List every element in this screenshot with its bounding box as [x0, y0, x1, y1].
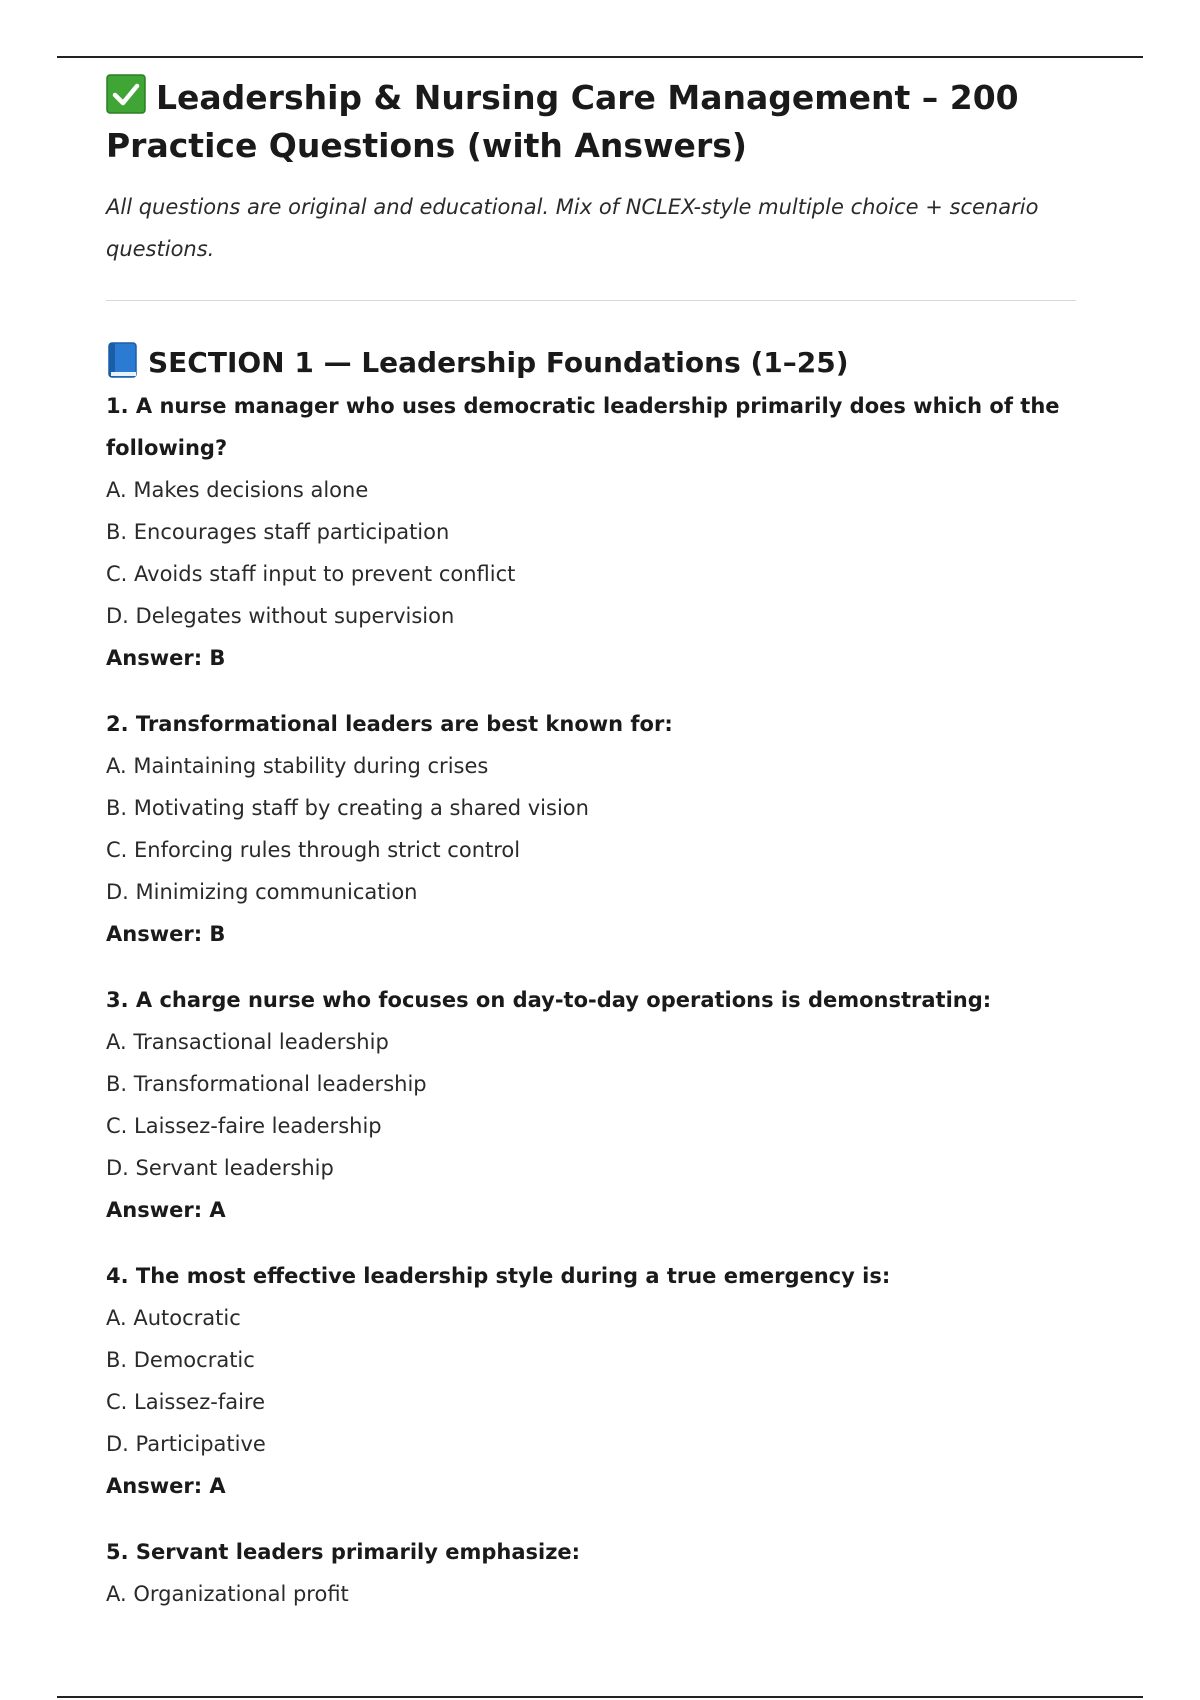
question-text: 3. A charge nurse who focuses on day-to-day operations is demonstrating: — [106, 988, 992, 1012]
document-content — [106, 74, 1076, 1615]
option-a: A. Transactional leadership — [106, 1030, 389, 1054]
question-4 — [106, 1255, 1076, 1507]
option-b: B. Motivating staff by creating a shared vision — [106, 796, 589, 820]
section-heading-text: SECTION 1 — Leadership Foundations (1–25) — [148, 346, 849, 379]
question-text: 1. A nurse manager who uses democratic leadership primarily does which of the following? — [106, 394, 1060, 460]
question-text: 4. The most effective leadership style during a true emergency is: — [106, 1264, 891, 1288]
option-b: B. Transformational leadership — [106, 1072, 427, 1096]
check-mark-icon — [106, 74, 146, 114]
option-list — [106, 469, 1076, 637]
option-c: C. Enforcing rules through strict control — [106, 838, 521, 862]
option-list — [106, 1021, 1076, 1189]
option-c: C. Laissez-faire — [106, 1390, 266, 1414]
section-heading — [106, 341, 1076, 385]
option-list — [106, 745, 1076, 913]
question-text: 2. Transformational leaders are best known for: — [106, 712, 673, 736]
document-subtitle: All questions are original and educational. Mix of NCLEX-style multiple choice + scenario questions. — [106, 195, 1039, 261]
question-2 — [106, 703, 1076, 955]
option-b: B. Encourages staff participation — [106, 520, 450, 544]
document-title-text: Leadership & Nursing Care Management – 200 Practice Questions (with Answers) — [106, 78, 1019, 165]
option-d: D. Delegates without supervision — [106, 604, 455, 628]
option-a: A. Organizational profit — [106, 1582, 349, 1606]
document-title — [106, 74, 1076, 170]
option-a: A. Makes decisions alone — [106, 478, 369, 502]
question-text: 5. Servant leaders primarily emphasize: — [106, 1540, 581, 1564]
option-b: B. Democratic — [106, 1348, 255, 1372]
book-icon — [106, 342, 138, 378]
option-list — [106, 1573, 1076, 1615]
option-d: D. Servant leadership — [106, 1156, 334, 1180]
option-list — [106, 1297, 1076, 1465]
top-rule — [57, 56, 1143, 58]
section-divider — [106, 300, 1076, 301]
option-d: D. Participative — [106, 1432, 266, 1456]
question-1 — [106, 385, 1076, 679]
answer-label: Answer: B — [106, 922, 226, 946]
answer-label: Answer: B — [106, 646, 226, 670]
question-5 — [106, 1531, 1076, 1615]
answer-label: Answer: A — [106, 1474, 226, 1498]
bottom-rule — [57, 1696, 1143, 1698]
option-c: C. Laissez-faire leadership — [106, 1114, 382, 1138]
option-c: C. Avoids staff input to prevent conflict — [106, 562, 516, 586]
question-3 — [106, 979, 1076, 1231]
option-a: A. Maintaining stability during crises — [106, 754, 489, 778]
answer-label: Answer: A — [106, 1198, 226, 1222]
option-d: D. Minimizing communication — [106, 880, 418, 904]
option-a: A. Autocratic — [106, 1306, 241, 1330]
